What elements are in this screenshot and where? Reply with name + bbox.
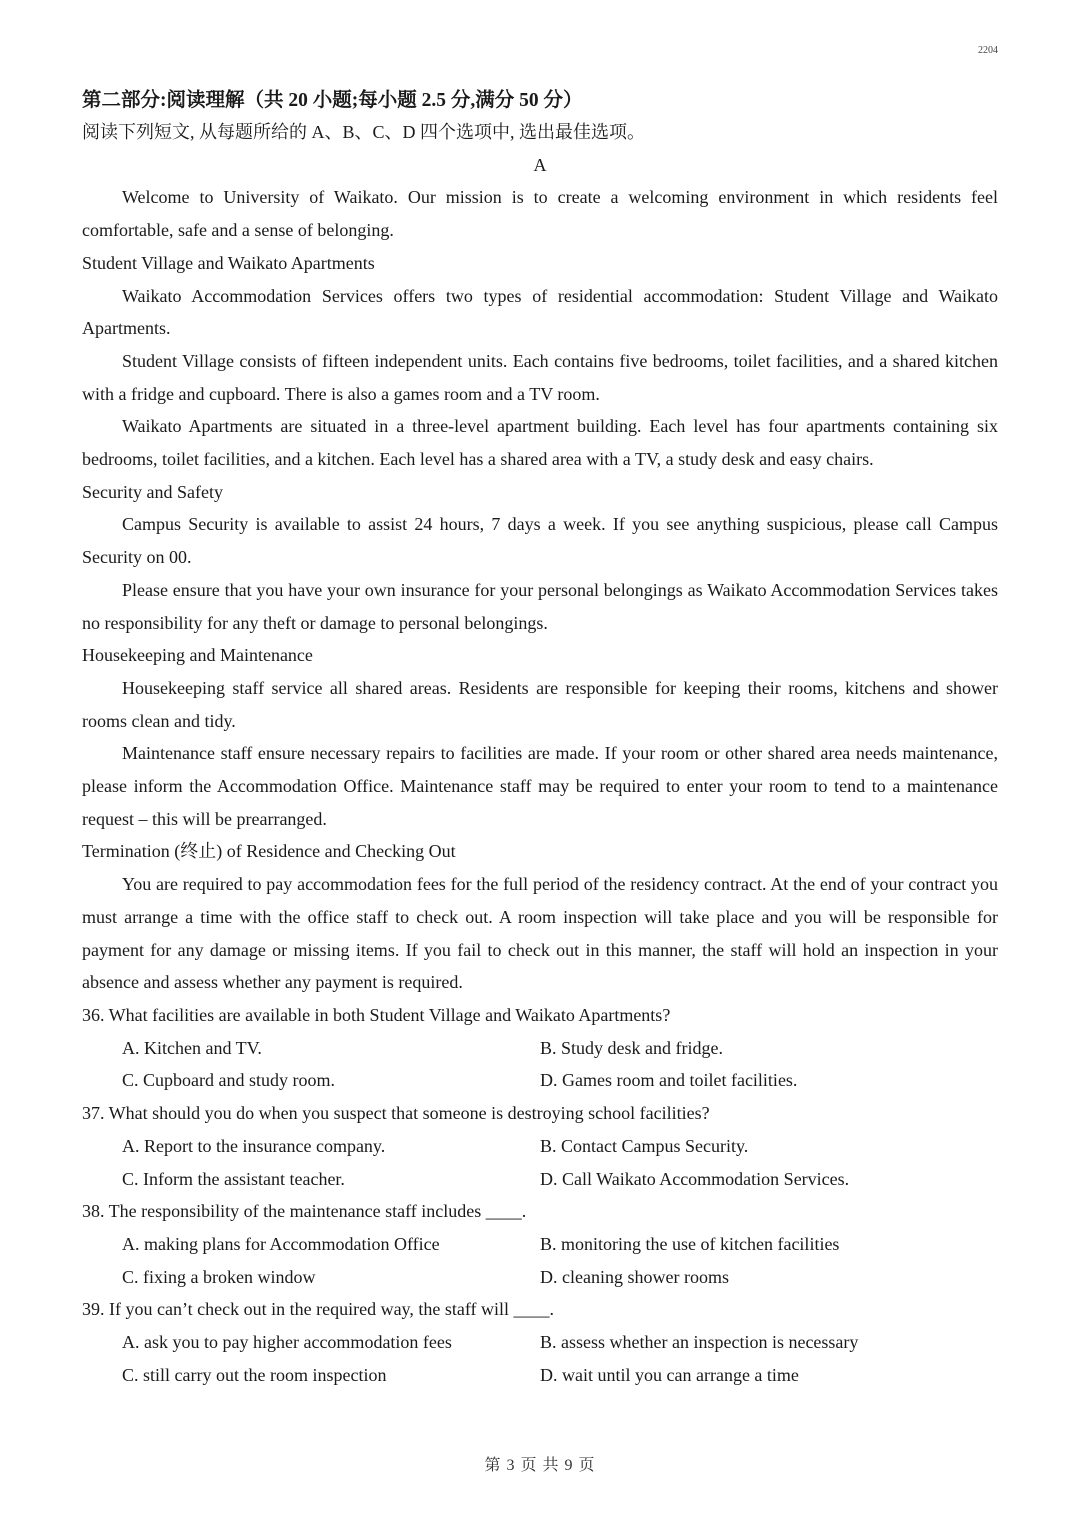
page-code: 2204 (978, 45, 998, 56)
option-c: C. still carry out the room inspection (122, 1364, 387, 1385)
option-b: B. Study desk and fridge. (540, 1037, 723, 1058)
passage-heading-security: Security and Safety (82, 481, 223, 502)
option-d: D. wait until you can arrange a time (540, 1364, 799, 1385)
option-b: B. Contact Campus Security. (540, 1135, 749, 1156)
question-options (82, 1228, 998, 1293)
option-a: A. Kitchen and TV. (122, 1037, 262, 1058)
passage-paragraph: Campus Security is available to assist 24 hours, 7 days a week. If you see anything suspicious, please call Campus Security on 00. (82, 514, 998, 568)
question-stem: 38. The responsibility of the maintenance staff includes ____. (82, 1201, 527, 1222)
option-b: B. assess whether an inspection is necessary (540, 1332, 859, 1353)
passage-paragraph: Waikato Accommodation Services offers two types of residential accommodation: Student Village and Waikato Apartments. (82, 285, 998, 339)
question-options (82, 1130, 998, 1195)
option-a: A. ask you to pay higher accommodation fees (122, 1332, 452, 1353)
option-c: C. Inform the assistant teacher. (122, 1168, 345, 1189)
passage-paragraph: Waikato Apartments are situated in a three-level apartment building. Each level has four apartments containing six bedrooms, toilet facilities, and a kitchen. Each level has a shared area with a TV, a study desk and easy chairs. (82, 416, 998, 470)
passage-paragraph: Please ensure that you have your own insurance for your personal belongings as Waikato Accommodation Services takes no responsibility for any theft or damage to personal belongings. (82, 579, 998, 633)
passage-paragraph: You are required to pay accommodation fees for the full period of the residency contract. At the end of your contract you must arrange a time with the office staff to check out. A room inspection will take place and you will be responsible for payment for any damage or missing items. If you fail to check out in this manner, the staff will hold an inspection in your absence and assess whether any payment is required. (82, 874, 998, 993)
page-content (82, 86, 998, 1391)
option-d: D. Call Waikato Accommodation Services. (540, 1168, 850, 1189)
section-title: 第二部分:阅读理解（共 20 小题;每小题 2.5 分,满分 50 分） (82, 90, 583, 111)
section-instruction: 阅读下列短文, 从每题所给的 A、B、C、D 四个选项中, 选出最佳选项。 (82, 122, 646, 142)
question-stem: 39. If you can’t check out in the required way, the staff will ____. (82, 1299, 555, 1320)
passage-heading-termination: Termination (终止) of Residence and Checking Out (82, 841, 456, 862)
question-options (82, 1326, 998, 1391)
passage-heading-accommodation: Student Village and Waikato Apartments (82, 252, 375, 273)
question-stem: 37. What should you do when you suspect that someone is destroying school facilities? (82, 1103, 710, 1124)
passage-label: A (533, 154, 547, 175)
passage-paragraph: Housekeeping staff service all shared areas. Residents are responsible for keeping their rooms, kitchens and shower rooms clean and tidy. (82, 677, 998, 731)
option-d: D. Games room and toilet facilities. (540, 1070, 798, 1091)
option-a: A. making plans for Accommodation Office (122, 1233, 440, 1254)
option-c: C. Cupboard and study room. (122, 1070, 335, 1091)
option-c: C. fixing a broken window (122, 1266, 316, 1287)
option-a: A. Report to the insurance company. (122, 1135, 386, 1156)
question-stem: 36. What facilities are available in both Student Village and Waikato Apartments? (82, 1004, 671, 1025)
page-footer: 第 3 页 共 9 页 (484, 1457, 596, 1474)
passage-paragraph: Student Village consists of fifteen independent units. Each contains five bedrooms, toilet facilities, and a shared kitchen with a fridge and cupboard. There is also a games room and a TV room. (82, 350, 998, 404)
option-d: D. cleaning shower rooms (540, 1266, 729, 1287)
question-options (82, 1032, 998, 1097)
passage-heading-housekeeping: Housekeeping and Maintenance (82, 645, 313, 666)
passage-intro: Welcome to University of Waikato. Our mission is to create a welcoming environment in which residents feel comfortable, safe and a sense of belonging. (82, 187, 998, 241)
passage-paragraph: Maintenance staff ensure necessary repairs to facilities are made. If your room or other shared area needs maintenance, please inform the Accommodation Office. Maintenance staff may be required to enter your room to tend to a maintenance request – this will be prearranged. (82, 743, 998, 829)
option-b: B. monitoring the use of kitchen facilities (540, 1233, 840, 1254)
